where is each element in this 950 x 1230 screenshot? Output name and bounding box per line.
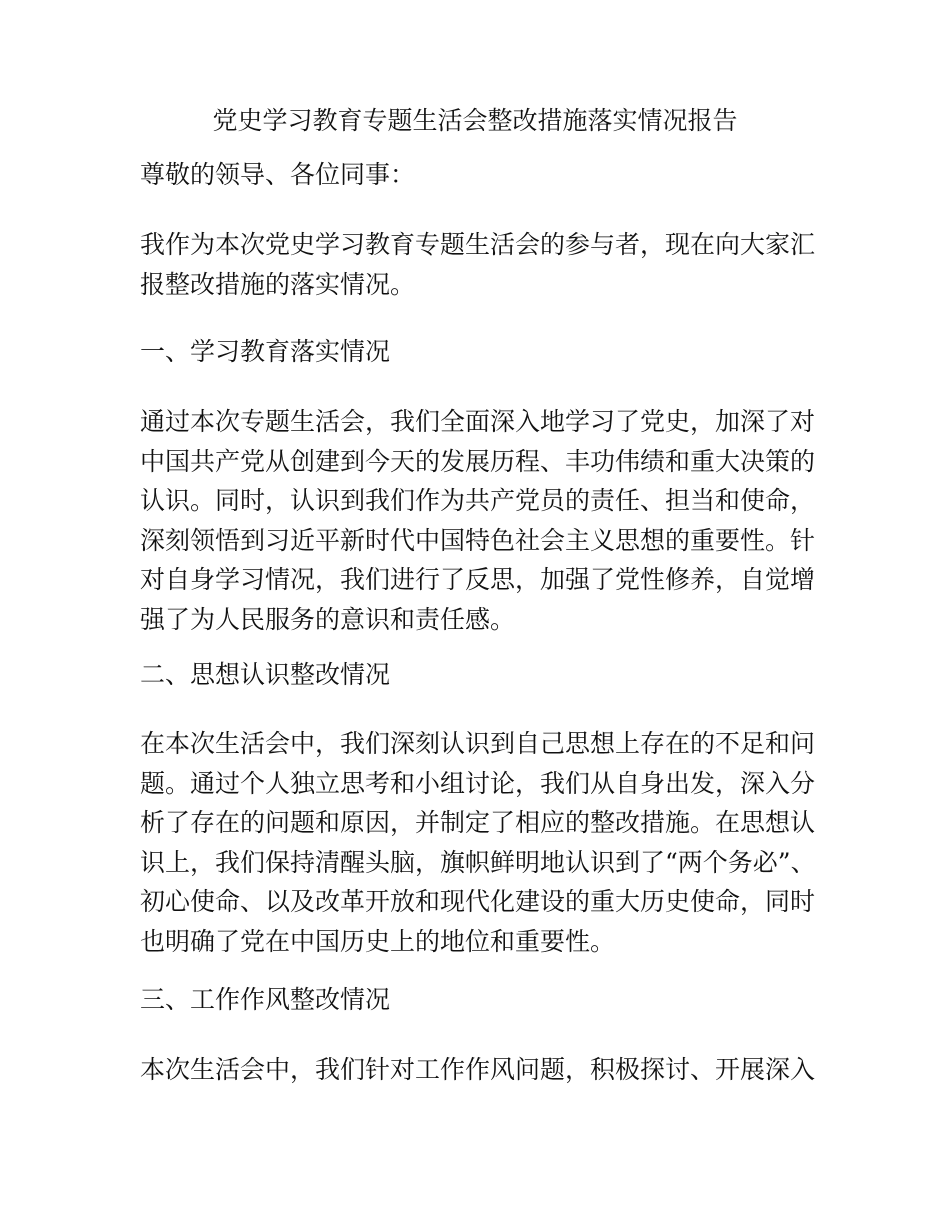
paragraph-line: 在本次生活会中，我们深刻认识到自己思想上存在的不足和问 [140,729,816,758]
section-paragraph-1 [140,402,815,639]
section-heading-2: 二、思想认识整改情况 [140,660,391,689]
section-heading-1: 一、学习教育落实情况 [140,337,391,366]
section-heading-3: 三、工作作风整改情况 [140,985,391,1014]
paragraph-line: 初心使命、以及改革开放和现代化建设的重大历史使命，同时 [140,887,816,916]
salutation: 尊敬的领导、各位同事： [140,160,416,189]
paragraph-line: 本次生活会中，我们针对工作作风问题，积极探讨、开展深入 [140,1055,816,1084]
paragraph-line: 对自身学习情况，我们进行了反思，加强了党性修养，自觉增 [140,565,816,594]
paragraph-line: 通过本次专题生活会，我们全面深入地学习了党史，加深了对 [140,407,816,436]
paragraph-line: 题。通过个人独立思考和小组讨论，我们从自身出发，深入分 [140,768,816,798]
document-title: 党史学习教育专题生活会整改措施落实情况报告 [212,106,738,135]
paragraph-line: 识上，我们保持清醒头脑，旗帜鲜明地认识到了“两个务必”、 [140,847,816,877]
paragraph-line: 析了存在的问题和原因，并制定了相应的整改措施。在思想认 [140,808,816,837]
paragraph-line: 强了为人民服务的意识和责任感。 [140,604,516,634]
intro-paragraph [140,225,815,304]
section-paragraph-2 [140,724,815,961]
section-paragraph-3 [140,1050,815,1090]
paragraph-line: 中国共产党从创建到今天的发展历程、丰功伟绩和重大决策的 [140,446,816,476]
paragraph-line: 认识。同时，认识到我们作为共产党员的责任、担当和使命， [140,486,816,515]
paragraph-line: 深刻领悟到习近平新时代中国特色社会主义思想的重要性。针 [140,525,816,555]
intro-line: 我作为本次党史学习教育专题生活会的参与者，现在向大家汇 [140,230,816,259]
intro-line: 报整改措施的落实情况。 [140,269,416,299]
paragraph-line: 也明确了党在中国历史上的地位和重要性。 [140,926,616,956]
